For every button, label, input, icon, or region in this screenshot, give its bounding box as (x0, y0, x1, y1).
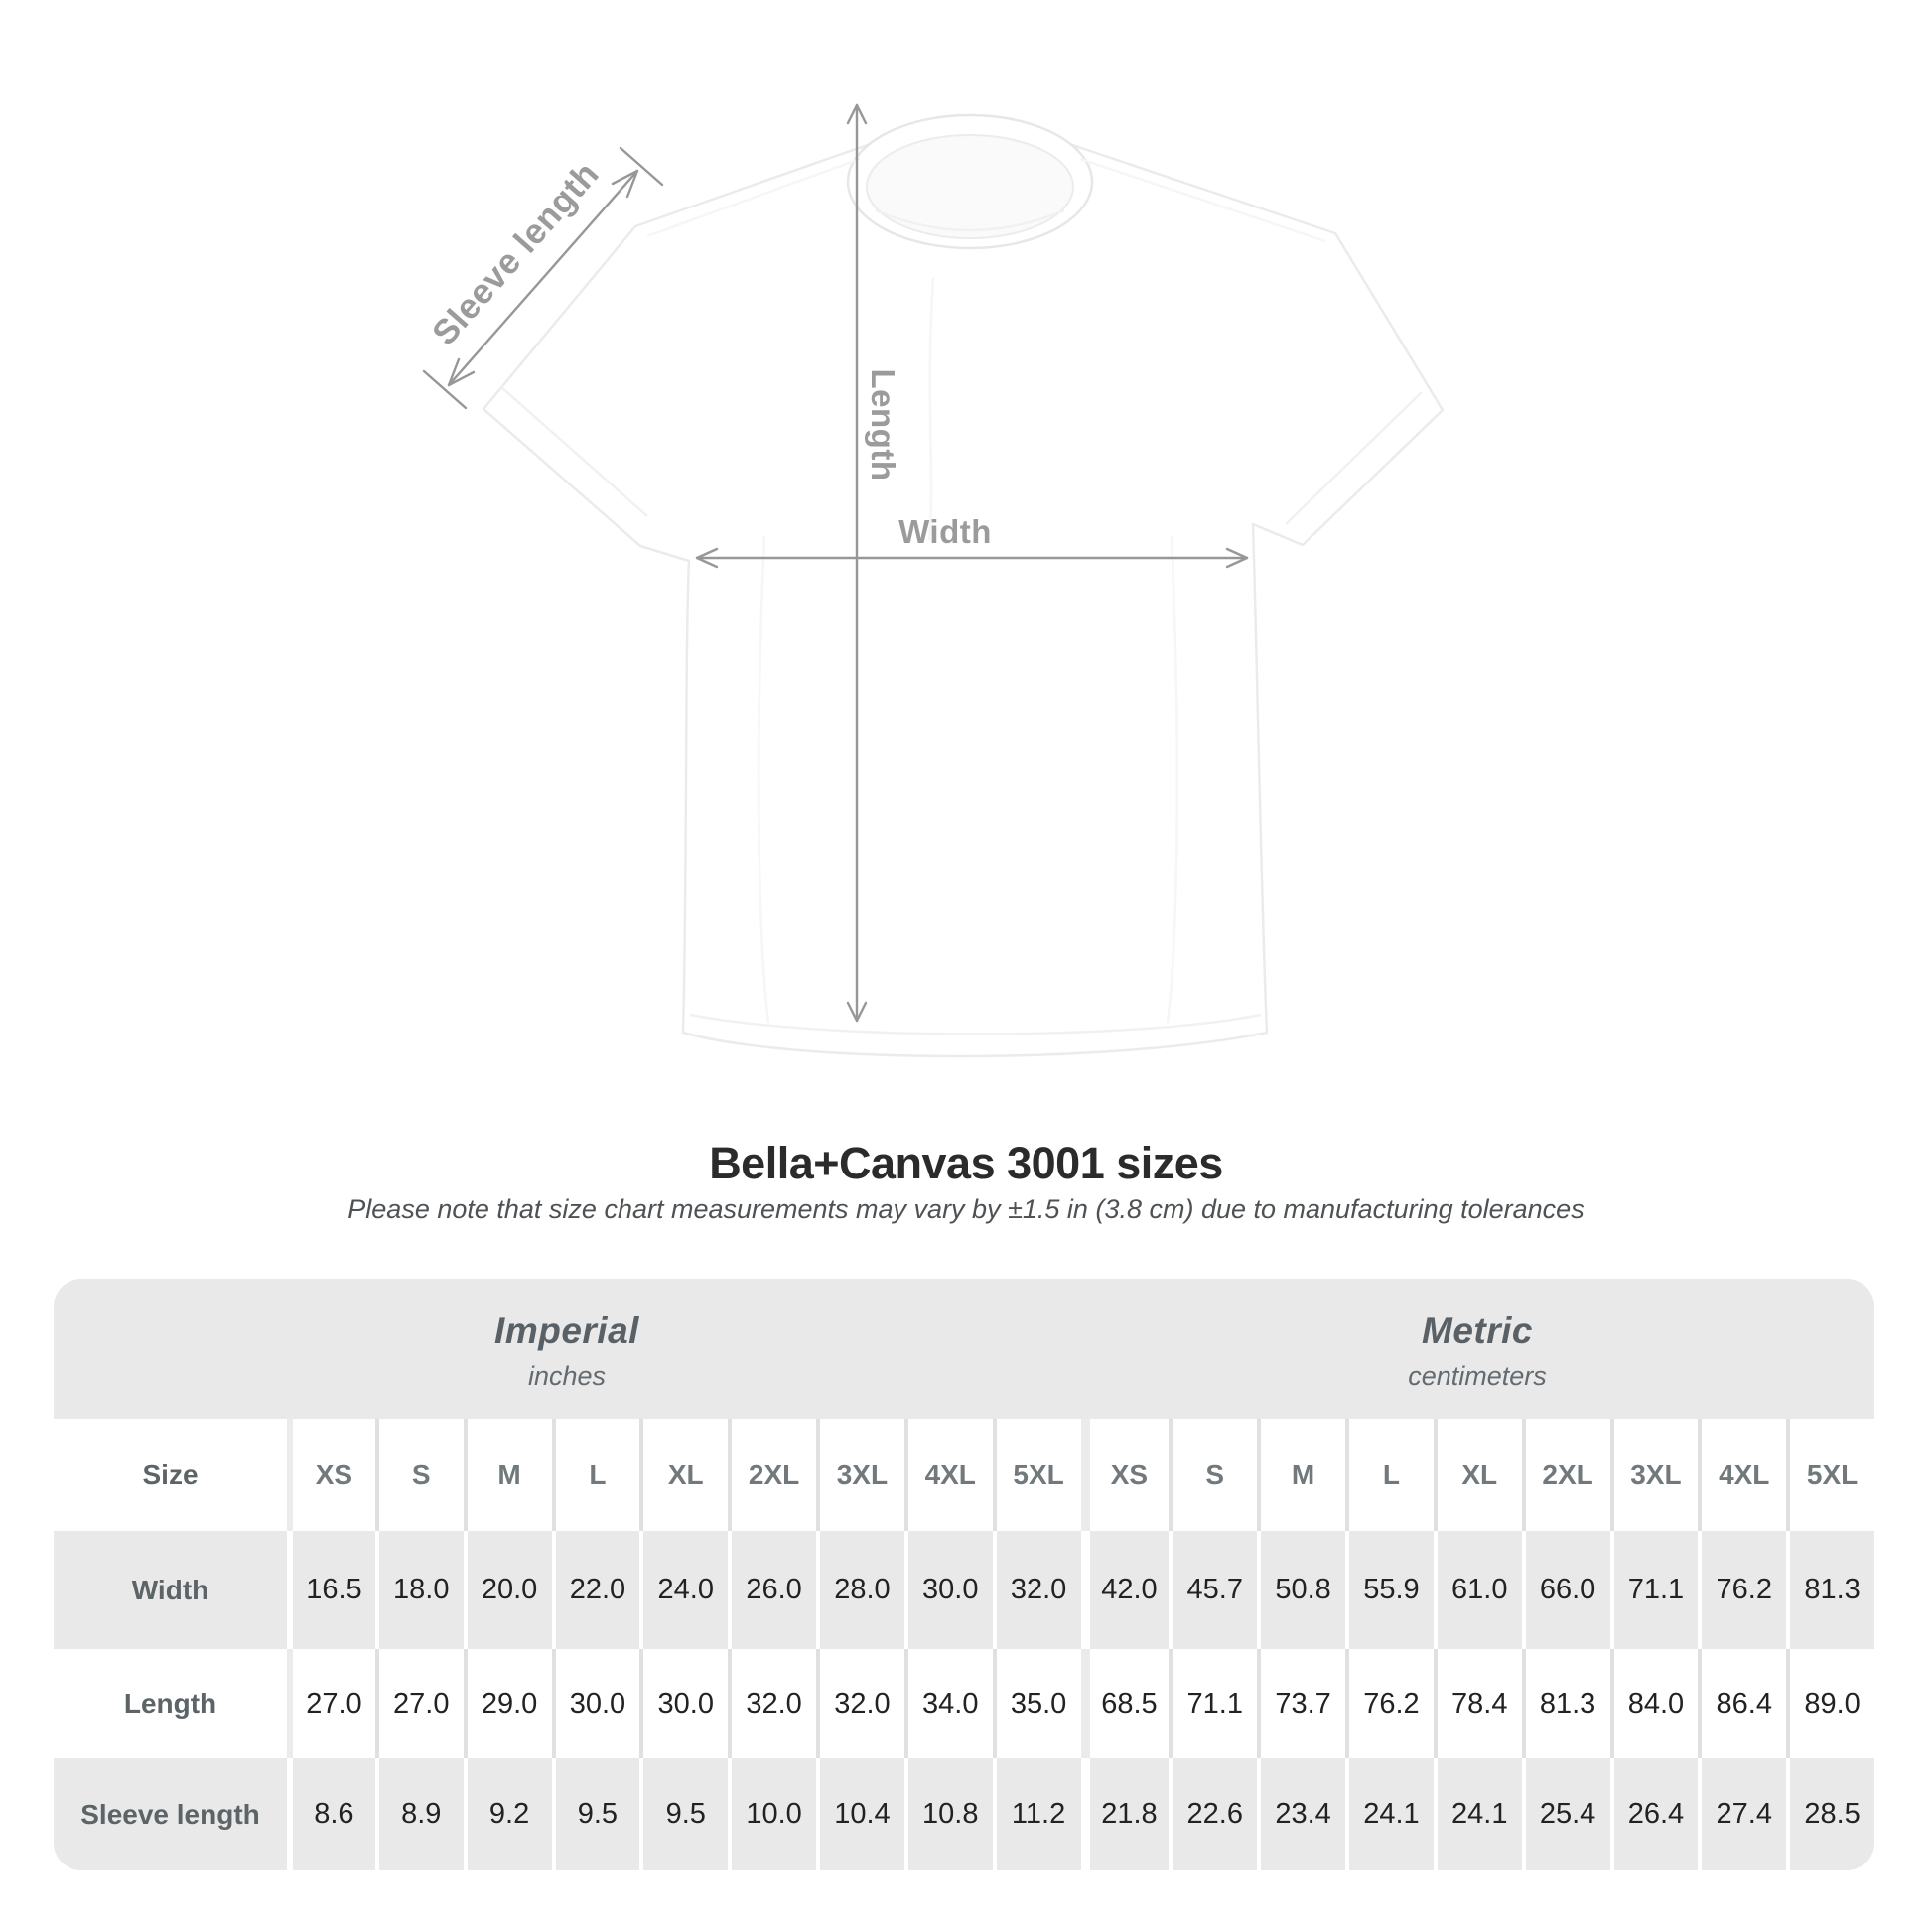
col-header-metric-l: L (1345, 1419, 1434, 1531)
imperial-sleeve-length-value: 8.9 (375, 1758, 464, 1870)
imperial-length-value: 35.0 (993, 1649, 1081, 1758)
imperial-sleeve-length-value: 11.2 (993, 1758, 1081, 1870)
metric-length-value: 84.0 (1610, 1649, 1699, 1758)
col-header-imperial-xs: XS (287, 1419, 375, 1531)
metric-group-title: Metric (1422, 1310, 1533, 1351)
imperial-width-value: 20.0 (464, 1531, 552, 1649)
col-header-metric-xl: XL (1434, 1419, 1522, 1531)
col-header-imperial-2xl: 2XL (728, 1419, 816, 1531)
imperial-sleeve-length-value: 10.0 (728, 1758, 816, 1870)
metric-group-unit: centimeters (1408, 1360, 1547, 1391)
imperial-width-value: 32.0 (993, 1531, 1081, 1649)
metric-length-value: 76.2 (1345, 1649, 1434, 1758)
metric-length-value: 71.1 (1169, 1649, 1257, 1758)
metric-sleeve-length-value: 21.8 (1081, 1758, 1170, 1870)
table-row-width (54, 1531, 1874, 1649)
col-header-metric-m: M (1257, 1419, 1345, 1531)
metric-sleeve-length-value: 22.6 (1169, 1758, 1257, 1870)
metric-width-value: 55.9 (1345, 1531, 1434, 1649)
metric-group-header (1080, 1279, 1874, 1419)
imperial-sleeve-length-value: 10.8 (904, 1758, 993, 1870)
imperial-length-value: 27.0 (287, 1649, 375, 1758)
metric-sleeve-length-value: 23.4 (1257, 1758, 1345, 1870)
metric-length-value: 68.5 (1081, 1649, 1170, 1758)
metric-sleeve-length-value: 24.1 (1345, 1758, 1434, 1870)
unit-group-header (54, 1279, 1874, 1419)
col-header-imperial-5xl: 5XL (993, 1419, 1081, 1531)
col-header-imperial-s: S (375, 1419, 464, 1531)
page-title: Bella+Canvas 3001 sizes (709, 1138, 1223, 1188)
col-header-metric-4xl: 4XL (1698, 1419, 1786, 1531)
imperial-width-value: 22.0 (552, 1531, 640, 1649)
metric-width-value: 45.7 (1169, 1531, 1257, 1649)
col-header-metric-xs: XS (1081, 1419, 1170, 1531)
metric-length-value: 81.3 (1522, 1649, 1610, 1758)
metric-length-value: 73.7 (1257, 1649, 1345, 1758)
col-header-metric-5xl: 5XL (1786, 1419, 1874, 1531)
collar-inner (867, 135, 1073, 238)
imperial-width-value: 26.0 (728, 1531, 816, 1649)
imperial-sleeve-length-value: 10.4 (816, 1758, 904, 1870)
col-header-metric-s: S (1169, 1419, 1257, 1531)
metric-length-value: 78.4 (1434, 1649, 1522, 1758)
metric-width-value: 50.8 (1257, 1531, 1345, 1649)
metric-sleeve-length-value: 27.4 (1698, 1758, 1786, 1870)
col-header-imperial-l: L (552, 1419, 640, 1531)
imperial-sleeve-length-value: 8.6 (287, 1758, 375, 1870)
imperial-group-header (54, 1279, 1080, 1419)
metric-width-value: 66.0 (1522, 1531, 1610, 1649)
imperial-sleeve-length-value: 9.2 (464, 1758, 552, 1870)
row-label: Width (131, 1574, 209, 1605)
metric-sleeve-length-value: 24.1 (1434, 1758, 1522, 1870)
imperial-length-value: 30.0 (639, 1649, 728, 1758)
metric-width-value: 76.2 (1698, 1531, 1786, 1649)
col-header-imperial-m: M (464, 1419, 552, 1531)
metric-width-value: 71.1 (1610, 1531, 1699, 1649)
imperial-length-value: 32.0 (816, 1649, 904, 1758)
imperial-group-unit: inches (527, 1360, 607, 1391)
subtitle: Please note that size chart measurements may vary by ±1.5 in (3.8 cm) due to manufacturing tolerances (347, 1194, 1585, 1224)
imperial-sleeve-length-value: 9.5 (639, 1758, 728, 1870)
imperial-width-value: 24.0 (639, 1531, 728, 1649)
metric-sleeve-length-value: 28.5 (1786, 1758, 1874, 1870)
col-header-imperial-xl: XL (639, 1419, 728, 1531)
metric-sleeve-length-value: 26.4 (1610, 1758, 1699, 1870)
col-header-imperial-3xl: 3XL (816, 1419, 904, 1531)
size-header-row (54, 1419, 1874, 1531)
col-header-imperial-4xl: 4XL (904, 1419, 993, 1531)
metric-length-value: 89.0 (1786, 1649, 1874, 1758)
imperial-width-value: 28.0 (816, 1531, 904, 1649)
imperial-length-value: 29.0 (464, 1649, 552, 1758)
imperial-length-value: 30.0 (552, 1649, 640, 1758)
col-header-metric-2xl: 2XL (1522, 1419, 1610, 1531)
imperial-sleeve-length-value: 9.5 (552, 1758, 640, 1870)
imperial-length-value: 32.0 (728, 1649, 816, 1758)
table-row-sleeve-length (54, 1758, 1874, 1870)
table-row-length (54, 1649, 1874, 1758)
tshirt-graphic (483, 115, 1443, 1056)
imperial-group-title: Imperial (494, 1310, 639, 1351)
row-label: Length (123, 1688, 217, 1719)
width-label: Width (898, 513, 992, 550)
imperial-length-value: 34.0 (904, 1649, 993, 1758)
col-header-metric-3xl: 3XL (1610, 1419, 1699, 1531)
length-label: Length (865, 368, 901, 482)
imperial-width-value: 16.5 (287, 1531, 375, 1649)
imperial-length-value: 27.0 (375, 1649, 464, 1758)
metric-width-value: 61.0 (1434, 1531, 1522, 1649)
metric-sleeve-length-value: 25.4 (1522, 1758, 1610, 1870)
metric-length-value: 86.4 (1698, 1649, 1786, 1758)
imperial-width-value: 18.0 (375, 1531, 464, 1649)
metric-width-value: 81.3 (1786, 1531, 1874, 1649)
imperial-width-value: 30.0 (904, 1531, 993, 1649)
size-row-label: Size (142, 1458, 199, 1490)
size-table (54, 1279, 1874, 1870)
table-rows (54, 1531, 1874, 1870)
metric-width-value: 42.0 (1081, 1531, 1170, 1649)
sleeve-length-label: Sleeve length (424, 154, 607, 353)
row-label: Sleeve length (80, 1798, 260, 1830)
